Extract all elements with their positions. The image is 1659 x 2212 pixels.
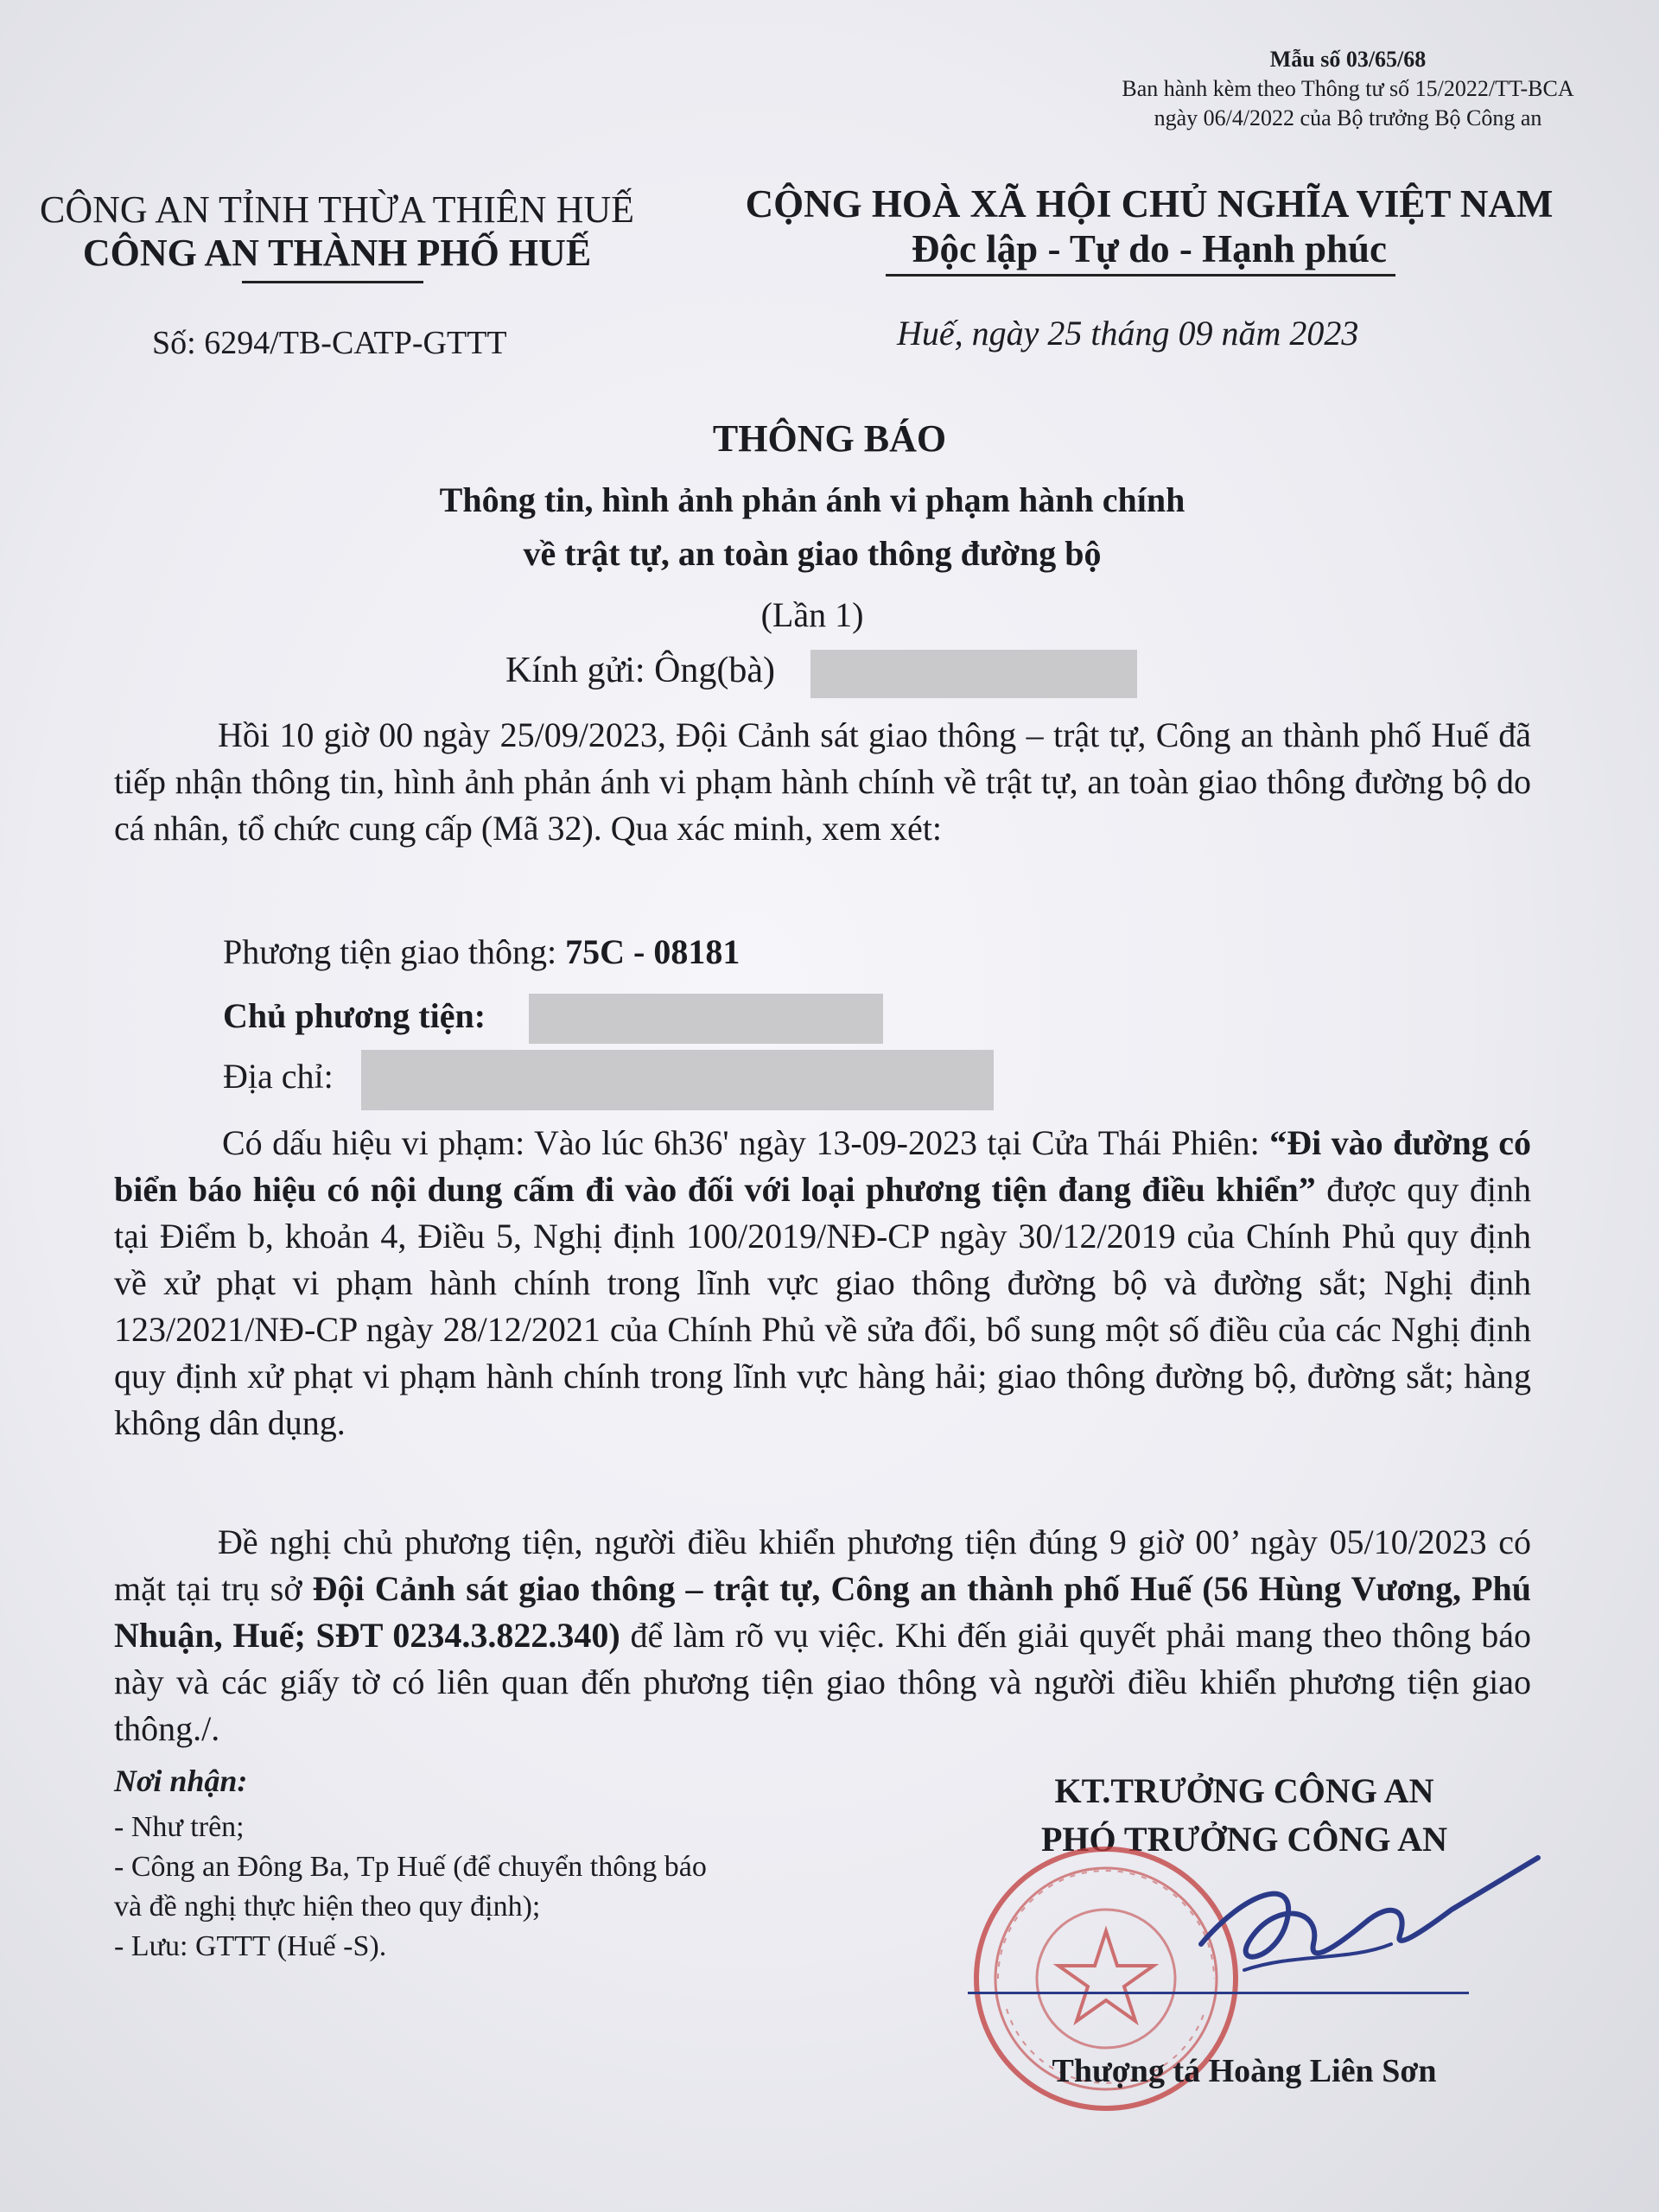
recipients-item: - Lưu: GTTT (Huế -S). bbox=[114, 1930, 387, 1962]
paragraph-request bbox=[114, 1519, 1531, 1752]
recipients-heading: Nơi nhận: bbox=[114, 1764, 248, 1798]
agency-underline bbox=[242, 281, 423, 283]
request-office: Đội Cảnh sát giao thông – trật tự, Công an thành phố Huế (56 Hùng Vương, Phú Nhuận, Huế; SĐT 0234.3.822.340) bbox=[114, 1569, 1531, 1655]
nation-line1: CỘNG HOÀ XÃ HỘI CHỦ NGHĨA VIỆT NAM bbox=[745, 182, 1554, 226]
document-title: THÔNG BÁO bbox=[712, 417, 947, 460]
redacted-address bbox=[361, 1050, 994, 1110]
redacted-recipient-name bbox=[810, 650, 1137, 698]
paragraph-violation bbox=[114, 1120, 1531, 1446]
signature-line2: PHÓ TRƯỞNG CÔNG AN bbox=[1040, 1820, 1448, 1859]
document-number: Số: 6294/TB-CATP-GTTT bbox=[152, 325, 507, 361]
form-issued-line1: Ban hành kèm theo Thông tư số 15/2022/TT-BCA bbox=[1122, 76, 1574, 101]
agency-line1: CÔNG AN TỈNH THỪA THIÊN HUẾ bbox=[39, 188, 634, 231]
redacted-owner-name bbox=[529, 994, 883, 1044]
signature-underline bbox=[968, 1992, 1469, 1994]
subtitle-line2: về trật tự, an toàn giao thông đường bộ bbox=[523, 534, 1102, 573]
vehicle-plate: 75C - 08181 bbox=[565, 932, 741, 971]
owner-line bbox=[223, 995, 486, 1036]
violation-text-b: được quy định tại Điểm b, khoản 4, Điều 5, Nghị định 100/2019/NĐ-CP ngày 30/12/2019 của Chính Phủ quy định về xử phạt vi phạm hành chính trong lĩnh vực giao thông đường bộ và đường sắt; Nghị định 123/2021/NĐ-CP ngày 28/12/2021 của Chính Phủ về sửa đổi, bổ sung một số điều của các Nghị định quy định xử phạt vi phạm hành chính trong lĩnh vực hàng hải; giao thông đường bộ, đường sắt; hàng không dân dụng. bbox=[114, 1170, 1531, 1442]
violation-description: “Đi vào đường có biển báo hiệu có nội dung cấm đi vào đối với loại phương tiện đang điều khiển” bbox=[114, 1123, 1531, 1209]
recipients-list bbox=[114, 1808, 707, 1967]
subtitle-line1: Thông tin, hình ảnh phản ánh vi phạm hành chính bbox=[439, 480, 1185, 519]
recipient-label: Kính gửi: Ông(bà) bbox=[505, 651, 776, 690]
document-subtitle bbox=[0, 474, 1624, 581]
agency-header bbox=[35, 188, 639, 275]
paragraph-intro: Hồi 10 giờ 00 ngày 25/09/2023, Đội Cảnh sát giao thông – trật tự, Công an thành phố Huế đã tiếp nhận thông tin, hình ảnh phản ánh vi phạm hành chính về trật tự, an toàn giao thông đường bộ do cá nhân, tổ chức cung cấp (Mã 32). Qua xác minh, xem xét: bbox=[114, 715, 1531, 848]
nation-header bbox=[717, 181, 1581, 271]
violation-text-a: Có dấu hiệu vi phạm: Vào lúc 6h36' ngày 13-09-2023 tại Cửa Thái Phiên: bbox=[222, 1123, 1270, 1162]
vehicle-line bbox=[223, 931, 740, 972]
signature-line1: KT.TRƯỞNG CÔNG AN bbox=[1054, 1771, 1434, 1810]
motto-underline bbox=[886, 274, 1395, 276]
address-line bbox=[223, 1056, 334, 1096]
recipients-item: và đề nghị thực hiện theo quy định); bbox=[114, 1891, 541, 1923]
nation-motto: Độc lập - Tự do - Hạnh phúc bbox=[911, 227, 1388, 270]
form-number-block bbox=[950, 45, 1659, 133]
edition-label: (Lần 1) bbox=[760, 595, 864, 634]
recipients-item: - Như trên; bbox=[114, 1811, 245, 1843]
form-issued-line2: ngày 06/4/2022 của Bộ trưởng Bộ Công an bbox=[1154, 105, 1542, 130]
agency-line2: CÔNG AN THÀNH PHỐ HUẾ bbox=[82, 232, 592, 274]
recipients-item: - Công an Đông Ba, Tp Huế (để chuyển thông báo bbox=[114, 1851, 707, 1883]
vehicle-label: Phương tiện giao thông: bbox=[223, 932, 566, 971]
address-label: Địa chỉ: bbox=[223, 1057, 334, 1096]
handwritten-signature-icon bbox=[1192, 1840, 1555, 2013]
request-text-a: Đề nghị chủ phương tiện, người điều khiển phương tiện đúng 9 giờ 00’ ngày 05/10/2023 có mặt tại trụ sở bbox=[114, 1522, 1531, 1608]
owner-label: Chủ phương tiện: bbox=[223, 996, 486, 1035]
request-text-b: để làm rõ vụ việc. Khi đến giải quyết phải mang theo thông báo này và các giấy tờ có liên quan đến phương tiện giao thông và người điều khiển phương tiện giao thông./. bbox=[114, 1616, 1532, 1748]
signer-name: Thượng tá Hoàng Liên Sơn bbox=[1052, 2053, 1437, 2089]
form-number: Mẫu số 03/65/68 bbox=[1269, 47, 1427, 72]
document-date: Huế, ngày 25 tháng 09 năm 2023 bbox=[897, 314, 1359, 353]
